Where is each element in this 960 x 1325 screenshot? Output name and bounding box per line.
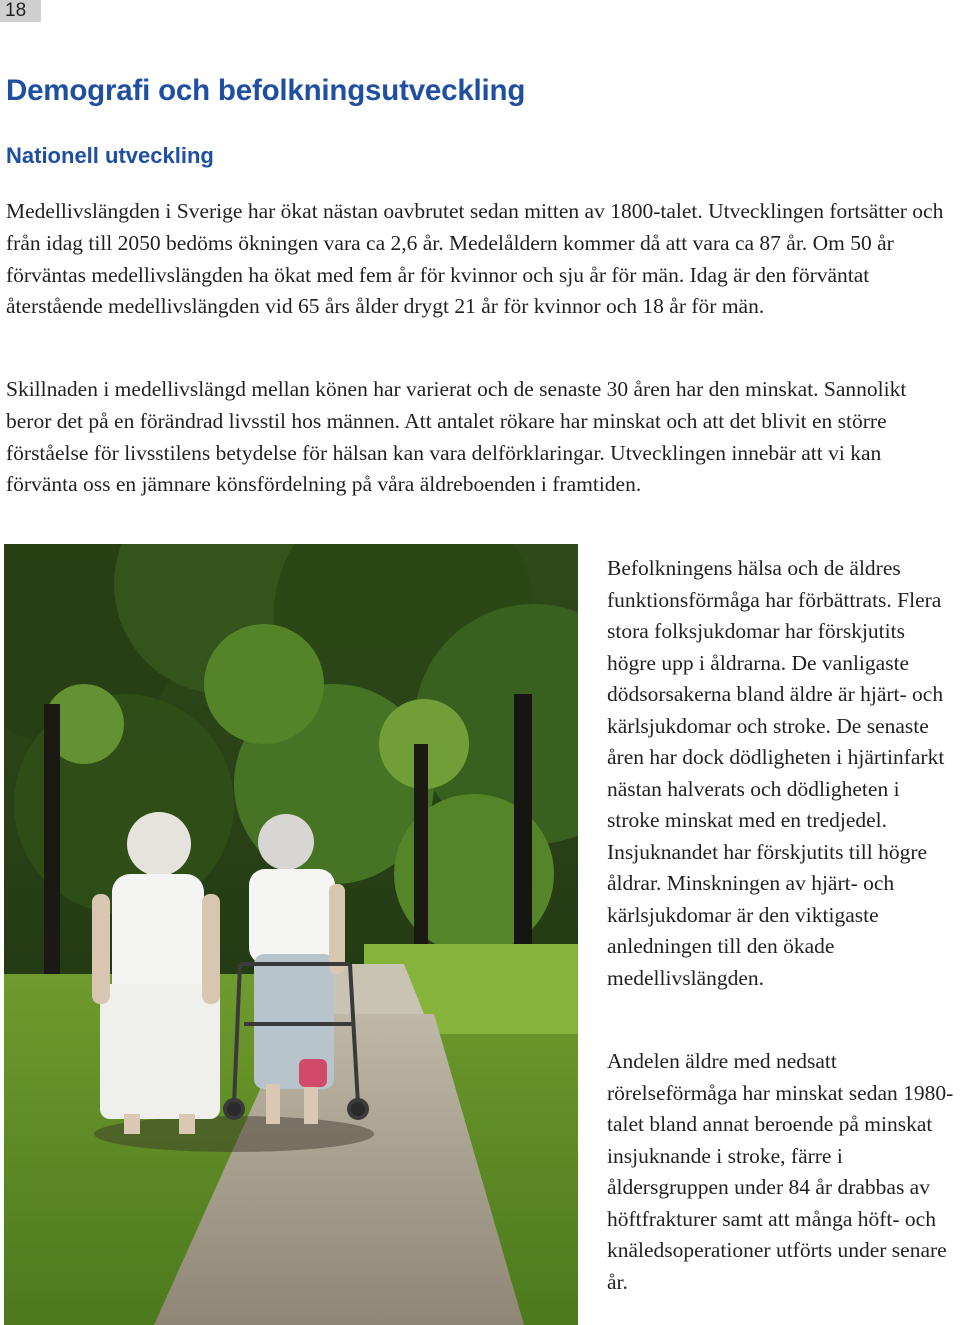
section-subtitle: Nationell utveckling xyxy=(6,143,214,168)
sidebar-paragraph-2: Andelen äldre med nedsatt rörelseförmåga har minskat sedan 1980-talet bland annat beroende på minskat insjuknande i stroke, färre i åldersgruppen under 84 år drabbas av höftfrakturer samt att många höft- och knäledsoperationer utförts under senare år. xyxy=(607,1049,954,1294)
sidebar-paragraph-1: Befolkningens hälsa och de äldres funktionsförmåga har förbättrats. Flera stora folksjukdomar har förskjutits högre upp i åldrarna. De vanligaste dödsorsakerna bland äldre är hjärt- och kärlsjukdomar och stroke. De senaste åren har dock dödligheten i hjärtinfarkt nästan halverats och dödligheten i stroke minskat med en tredjedel. Insjuknandet har förskjutits till högre åldrar. Minskningen av hjärt- och kärlsjukdomar är den viktigaste anledningen till den ökade medellivslängden. xyxy=(607,556,945,990)
body-paragraph-1: Medellivslängden i Sverige har ökat nästan oavbrutet sedan mitten av 1800-talet. Utvecklingen fortsätter och från idag till 2050 bedöms ökningen vara ca 2,6 år. Medelåldern kommer då att vara ca 87 år. Om 50 år förväntas medellivslängden ha ökat med fem år för kvinnor och sju år för män. Idag är den förväntat återstående medellivslängden vid 65 års ålder drygt 21 år för kvinnor och 18 år för män. xyxy=(6,199,944,319)
page-number: 18 xyxy=(0,0,41,22)
photo-elderly-women-walking xyxy=(4,544,578,1325)
body-paragraph-2: Skillnaden i medellivslängd mellan könen har varierat och de senaste 30 åren har den minskat. Sannolikt beror det på en förändrad livsstil hos männen. Att antalet rökare har minskat och att det blivit en större förståelse för livsstilens betydelse för hälsan kan vara delförklaringar. Utvecklingen innebär att vi kan förvänta oss en jämnare könsfördelning på våra äldreboenden i framtiden. xyxy=(6,377,907,497)
page-title: Demografi och befolkningsutveckling xyxy=(6,74,526,107)
